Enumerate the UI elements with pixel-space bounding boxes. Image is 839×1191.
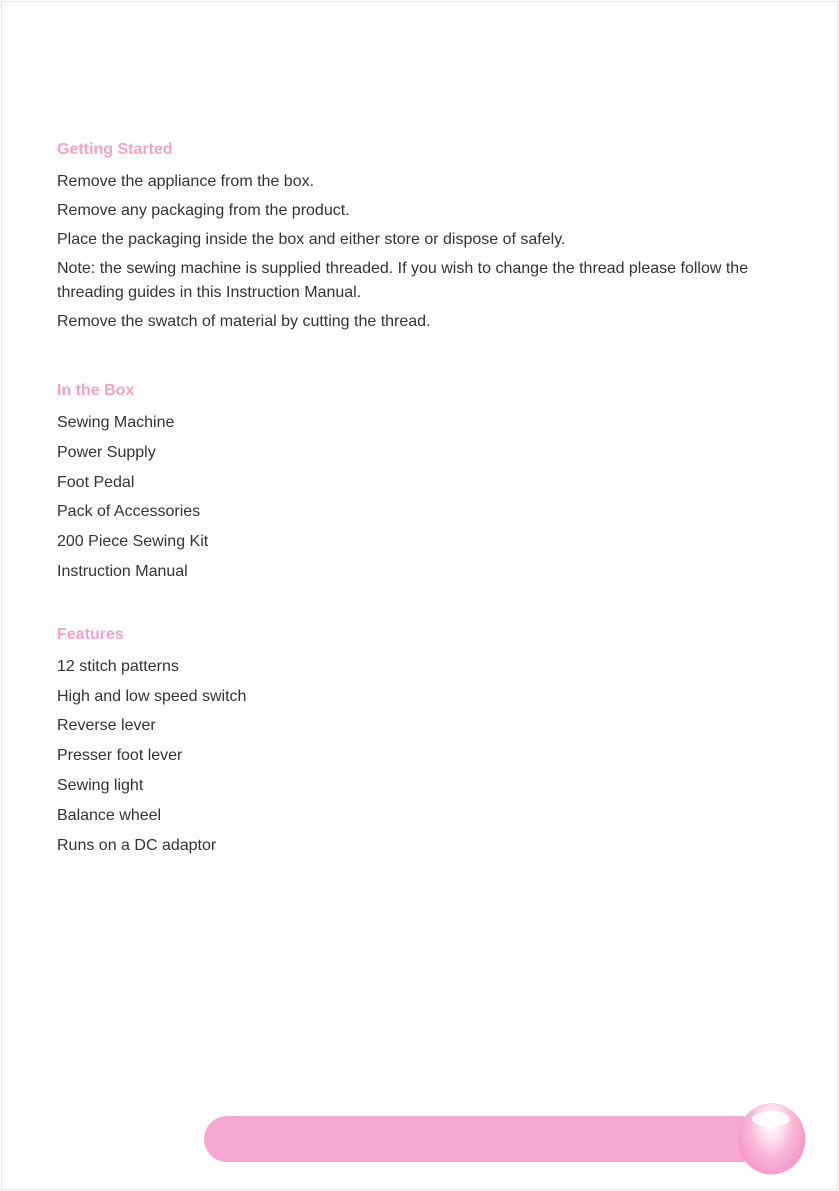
feature-item: Runs on a DC adaptor [57, 836, 217, 854]
page-content [57, 139, 757, 863]
feature-item: Reverse lever [57, 717, 156, 735]
getting-started-step: Remove the appliance from the box. [57, 173, 315, 190]
box-item: Instruction Manual [57, 562, 188, 580]
getting-started-step: Remove the swatch of material by cutting the thread. [57, 313, 431, 330]
feature-item: Sewing light [57, 776, 144, 794]
feature-item: High and low speed switch [57, 687, 247, 705]
feature-item: 12 stitch patterns [57, 657, 179, 675]
feature-item: Presser foot lever [57, 747, 183, 765]
in-the-box-heading: In the Box [57, 382, 135, 399]
box-item: 200 Piece Sewing Kit [57, 533, 209, 551]
getting-started-step: Remove any packaging from the product. [57, 202, 350, 219]
getting-started-step: Place the packaging inside the box and either store or dispose of safely. [57, 231, 566, 248]
getting-started-note: Note: the sewing machine is supplied threaded. If you wish to change the thread please follow the threading guides in this Instruction Manual. [57, 260, 749, 301]
box-item: Foot Pedal [57, 473, 135, 491]
box-item: Pack of Accessories [57, 503, 201, 521]
feature-item: Balance wheel [57, 806, 162, 824]
getting-started-heading: Getting Started [57, 141, 173, 158]
box-item: Sewing Machine [57, 414, 175, 431]
page-number-badge [738, 1104, 805, 1174]
badge-highlight [752, 1111, 790, 1127]
box-item: Power Supply [57, 443, 156, 461]
features-section [57, 624, 757, 858]
footer-band [204, 1116, 764, 1162]
in-the-box-section [57, 380, 757, 584]
features-heading: Features [57, 625, 124, 643]
getting-started-section [57, 139, 757, 334]
